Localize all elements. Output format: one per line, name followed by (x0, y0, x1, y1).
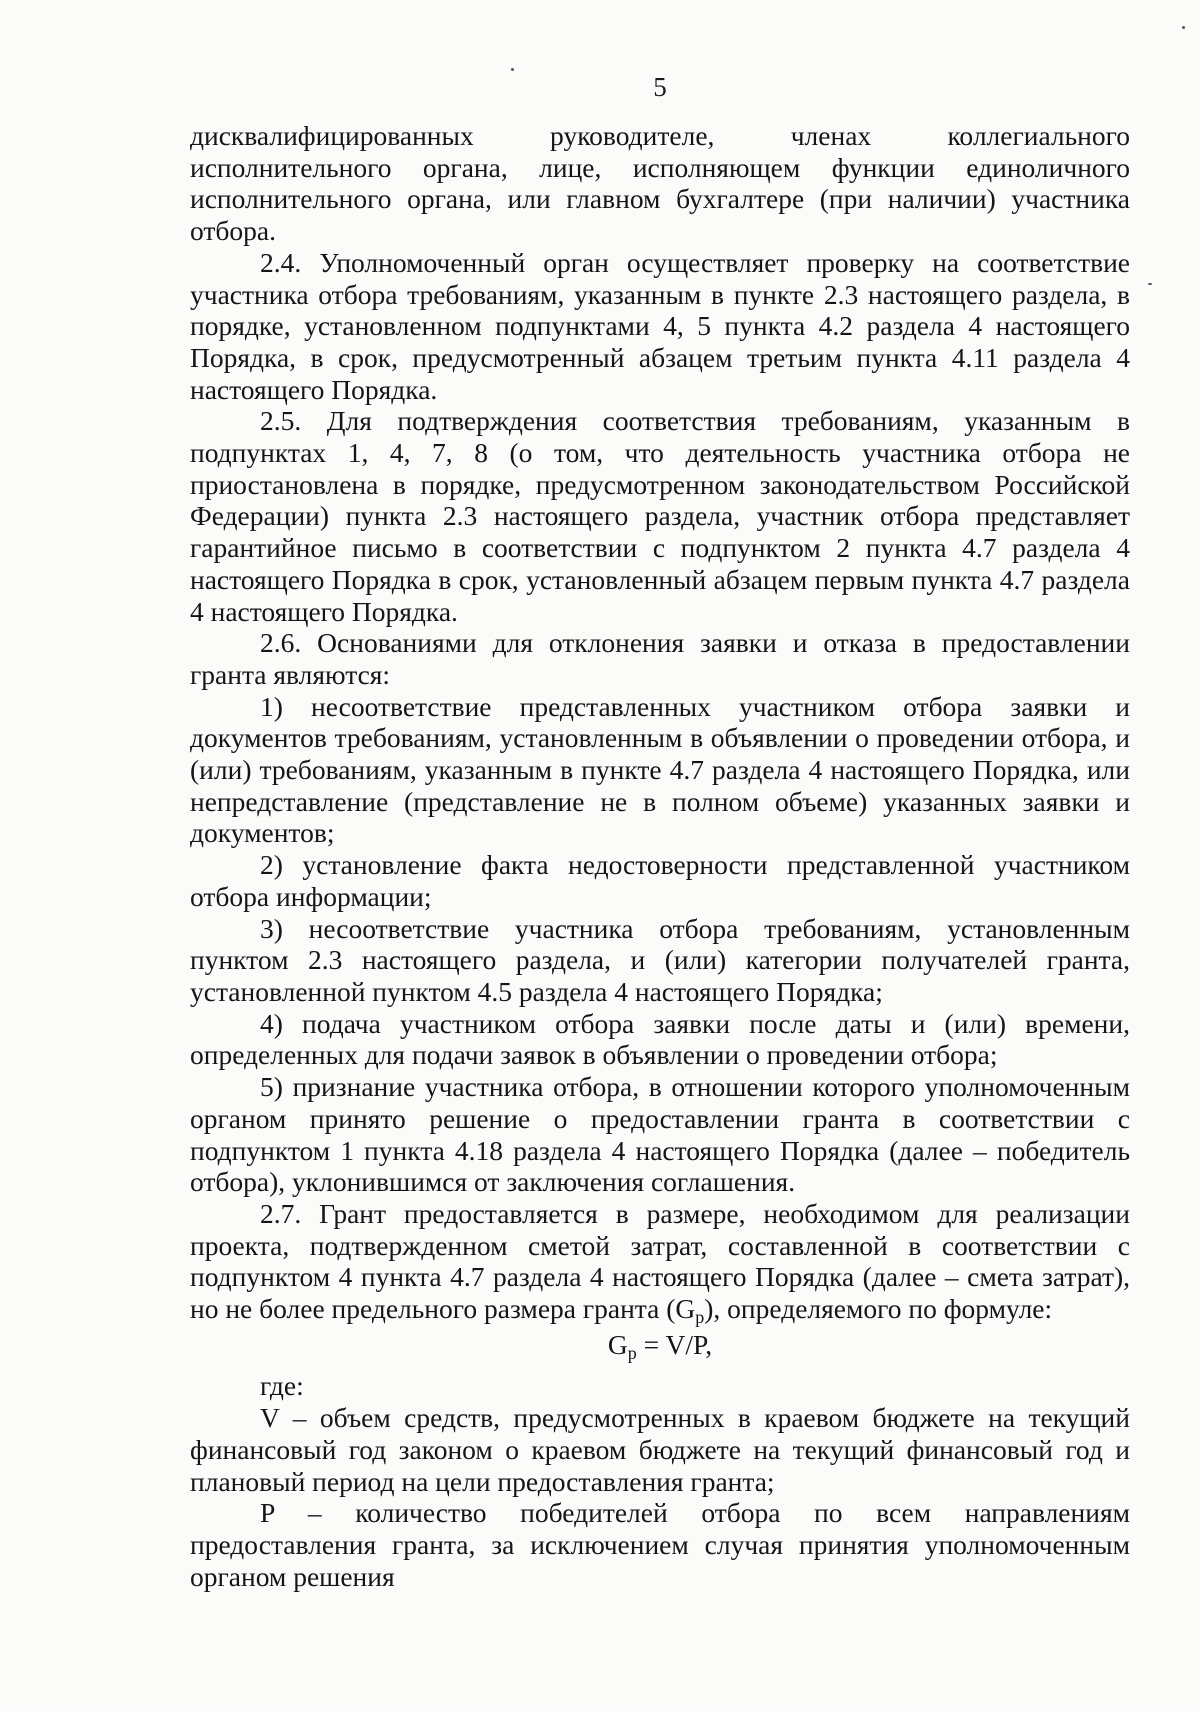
paragraph-2-4: 2.4. Уполномоченный орган осуществляет проверку на соответствие участника отбора требованиям, указанным в пункте 2.3 настоящего раздела, в порядке, установленном подпунктами 4, 5 пункта 4.2 раздела 4 настоящего Порядка, в срок, предусмотренный абзацем третьим пункта 4.11 раздела 4 настоящего Порядка. (190, 246, 1130, 405)
paragraph-2-7-text: 2.7. Грант предоставляется в размере, необходимом для реализации проекта, подтвержденном сметой затрат, составленной в соответствии с подпунктом 4 пункта 4.7 раздела 4 настоящего Порядка (далее – смета затрат), но не более предельного размера гранта (G (190, 1197, 1130, 1325)
grant-formula (190, 1325, 1130, 1367)
scan-speck (1148, 283, 1152, 285)
grant-subscript: p (695, 1307, 705, 1328)
page-number: 5 (653, 72, 667, 102)
definition-v: V – объем средств, предусмотренных в краевом бюджете на текущий финансовый год законом о краевом бюджете на текущий финансовый год и плановый период на цели предоставления гранта; (190, 1402, 1130, 1497)
list-item-4: 4) подача участником отбора заявки после даты и (или) времени, определенных для подачи заявок в объявлении о проведении отбора; (190, 1007, 1130, 1071)
formula-lhs: G (607, 1328, 628, 1360)
paragraph-2-7 (190, 1197, 1130, 1328)
list-item-2: 2) установление факта недостоверности представленной участником отбора информации; (190, 849, 1130, 912)
paragraph-2-5: 2.5. Для подтверждения соответствия требованиям, указанным в подпунктах 1, 4, 7, 8 (о том, что деятельность участника отбора не приостановлена в порядке, предусмотренном законодательством Российской Федерации) пункта 2.3 настоящего раздела, участник отбора представляет гарантийное письмо в соответствии с подпунктом 2 пункта 4.7 раздела 4 настоящего Порядка в срок, установленный абзацем первым пункта 4.7 раздела 4 настоящего Порядка. (190, 405, 1130, 627)
scan-speck (511, 68, 514, 71)
document-body (190, 120, 1130, 1592)
paragraph-2-7-tail: ), определяемого по формуле: (704, 1293, 1053, 1325)
list-item-5: 5) признание участника отбора, в отношении которого уполномоченным органом принято решение о предоставлении гранта в соответствии с подпунктом 1 пункта 4.18 раздела 4 настоящего Порядка (далее – победитель отбора), уклонившимся от заключения соглашения. (190, 1071, 1130, 1198)
paragraph-continuation: дисквалифицированных руководителе, членах коллегиального исполнительного органа, лице, исполняющем функции единоличного исполнительного органа, или главном бухгалтере (при наличии) участника отбора. (190, 120, 1130, 247)
list-item-1: 1) несоответствие представленных участником отбора заявки и документов требованиям, установленным в объявлении о проведении отбора, и (или) требованиям, указанным в пункте 4.7 раздела 4 настоящего Порядка, или непредставление (представление не в полном объеме) указанных заявки и документов; (190, 690, 1130, 849)
formula-rhs: = V/P, (636, 1328, 713, 1360)
definition-p: P – количество победителей отбора по всем направлениям предоставления гранта, за исключением случая принятия уполномоченным органом решения (190, 1497, 1130, 1592)
scan-speck (1182, 26, 1185, 29)
where-label: где: (260, 1370, 304, 1402)
list-item-3: 3) несоответствие участника отбора требованиям, установленным пунктом 2.3 настоящего раздела, и (или) категории получателей гранта, установленной пунктом 4.5 раздела 4 настоящего Порядка; (190, 912, 1130, 1007)
formula-subscript: p (627, 1342, 637, 1363)
paragraph-2-6: 2.6. Основаниями для отклонения заявки и отказа в предоставлении гранта являются: (190, 627, 1130, 690)
